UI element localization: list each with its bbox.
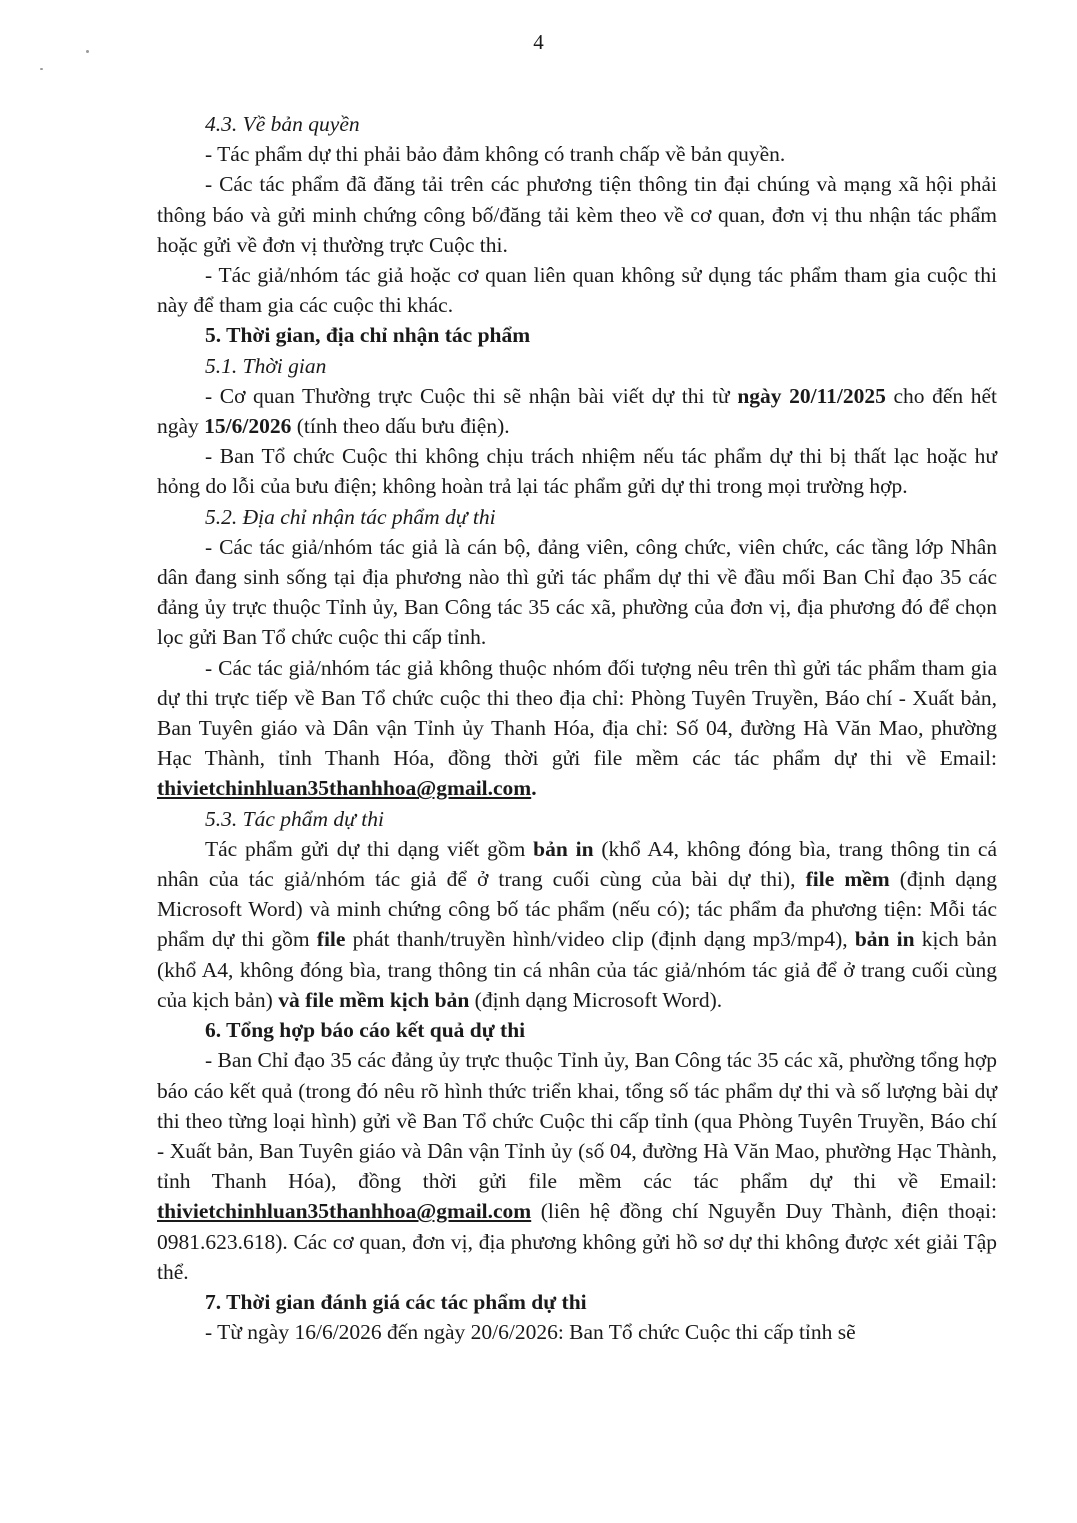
paragraph: - Các tác giả/nhóm tác giả là cán bộ, đảng viên, công chức, viên chức, các tầng lớp Nhân dân đang sinh sống tại địa phương nào thì gửi tác phẩm dự thi về đầu mối Ban Chỉ đạo 35 các đảng ủy trực thuộc Tỉnh ủy, Ban Công tác 35 các xã, phường của đơn vị, địa phương đó để chọn lọc gửi Ban Tổ chức cuộc thi cấp tỉnh. <box>157 534 997 650</box>
section-6-title: 6. Tổng hợp báo cáo kết quả dự thi <box>205 1018 526 1043</box>
email-link[interactable]: thivietchinhluan35thanhhoa@gmail.com <box>157 1199 532 1224</box>
section-5-1-title: 5.1. Thời gian <box>205 353 327 378</box>
paragraph: - Tác phẩm dự thi phải bảo đảm không có tranh chấp về bản quyền. <box>205 142 786 167</box>
email-link[interactable]: thivietchinhluan35thanhhoa@gmail.com <box>157 776 532 801</box>
paragraph: - Các tác phẩm đã đăng tải trên các phương tiện thông tin đại chúng và mạng xã hội phải thông báo và gửi minh chứng công bố/đăng tải kèm theo về cơ quan, đơn vị thu nhận tác phẩm hoặc gửi về đơn vị thường trực Cuộc thi. <box>157 172 997 257</box>
paragraph: - Ban Chỉ đạo 35 các đảng ủy trực thuộc Tỉnh ủy, Ban Công tác 35 các xã, phường tổng hợp báo cáo kết quả (trong đó nêu rõ hình thức triển khai, tổng số tác phẩm dự thi và số lượng bài dự thi theo từng loại hình) gửi về Ban Tổ chức Cuộc thi cấp tỉnh (qua Phòng Tuyên Truyền, Báo chí - Xuất bản, Ban Tuyên giáo và Dân vận Tỉnh ủy (số 04, đường Hà Văn Mao, phường Hạc Thành, tỉnh Thanh Hóa), đồng thời gửi file mềm các tác phẩm dự thi về Email: thivietchinhluan35thanhhoa@gmail.com (liên hệ đồng chí Nguyễn Duy Thành, điện thoại: 0981.623.618). Các cơ quan, đơn vị, địa phương không gửi hồ sơ dự thi không được xét giải Tập thể. <box>157 1048 997 1284</box>
document-body <box>157 109 997 1347</box>
paragraph: - Cơ quan Thường trực Cuộc thi sẽ nhận bài viết dự thi từ ngày 20/11/2025 cho đến hết ngày 15/6/2026 (tính theo dấu bưu điện). <box>157 383 998 439</box>
section-5-2-title: 5.2. Địa chỉ nhận tác phẩm dự thi <box>205 504 496 529</box>
paragraph: Tác phẩm gửi dự thi dạng viết gồm bản in (khổ A4, không đóng bìa, trang thông tin cá nhân của tác giả/nhóm tác giả để ở trang cuối cùng của bài dự thi), file mềm (định dạng Microsoft Word) và minh chứng công bố tác phẩm (nếu có); tác phẩm đa phương tiện: Mỗi tác phẩm dự thi gồm file phát thanh/truyền hình/video clip (định dạng mp3/mp4), bản in kịch bản (khổ A4, không đóng bìa, trang thông tin cá nhân của tác giả/nhóm tác giả để ở trang cuối cùng của kịch bản) và file mềm kịch bản (định dạng Microsoft Word). <box>157 836 998 1012</box>
section-5-3-title: 5.3. Tác phẩm dự thi <box>205 806 384 831</box>
section-4-3-title: 4.3. Về bản quyền <box>205 112 360 136</box>
scan-speck <box>40 68 43 70</box>
paragraph: - Tác giả/nhóm tác giả hoặc cơ quan liên quan không sử dụng tác phẩm tham gia cuộc thi này để tham gia các cuộc thi khác. <box>157 263 997 318</box>
section-5-title: 5. Thời gian, địa chỉ nhận tác phẩm <box>205 323 531 348</box>
page-number: 4 <box>533 30 544 54</box>
paragraph: - Từ ngày 16/6/2026 đến ngày 20/6/2026: Ban Tổ chức Cuộc thi cấp tỉnh sẽ <box>205 1320 856 1345</box>
section-7-title: 7. Thời gian đánh giá các tác phẩm dự thi <box>205 1289 587 1314</box>
paragraph: - Ban Tổ chức Cuộc thi không chịu trách nhiệm nếu tác phẩm dự thi bị thất lạc hoặc hư hỏng do lỗi của bưu điện; không hoàn trả lại tác phẩm gửi dự thi trong mọi trường hợp. <box>157 444 997 499</box>
paragraph: - Các tác giả/nhóm tác giả không thuộc nhóm đối tượng nêu trên thì gửi tác phẩm tham gia dự thi trực tiếp về Ban Tổ chức cuộc thi theo địa chỉ: Phòng Tuyên Truyền, Báo chí - Xuất bản, Ban Tuyên giáo và Dân vận Tỉnh ủy Thanh Hóa, địa chỉ: Số 04, đường Hà Văn Mao, phường Hạc Thành, tỉnh Thanh Hóa, đồng thời gửi file mềm các tác phẩm dự thi về Email: thivietchinhluan35thanhhoa@gmail.com. <box>157 655 997 801</box>
